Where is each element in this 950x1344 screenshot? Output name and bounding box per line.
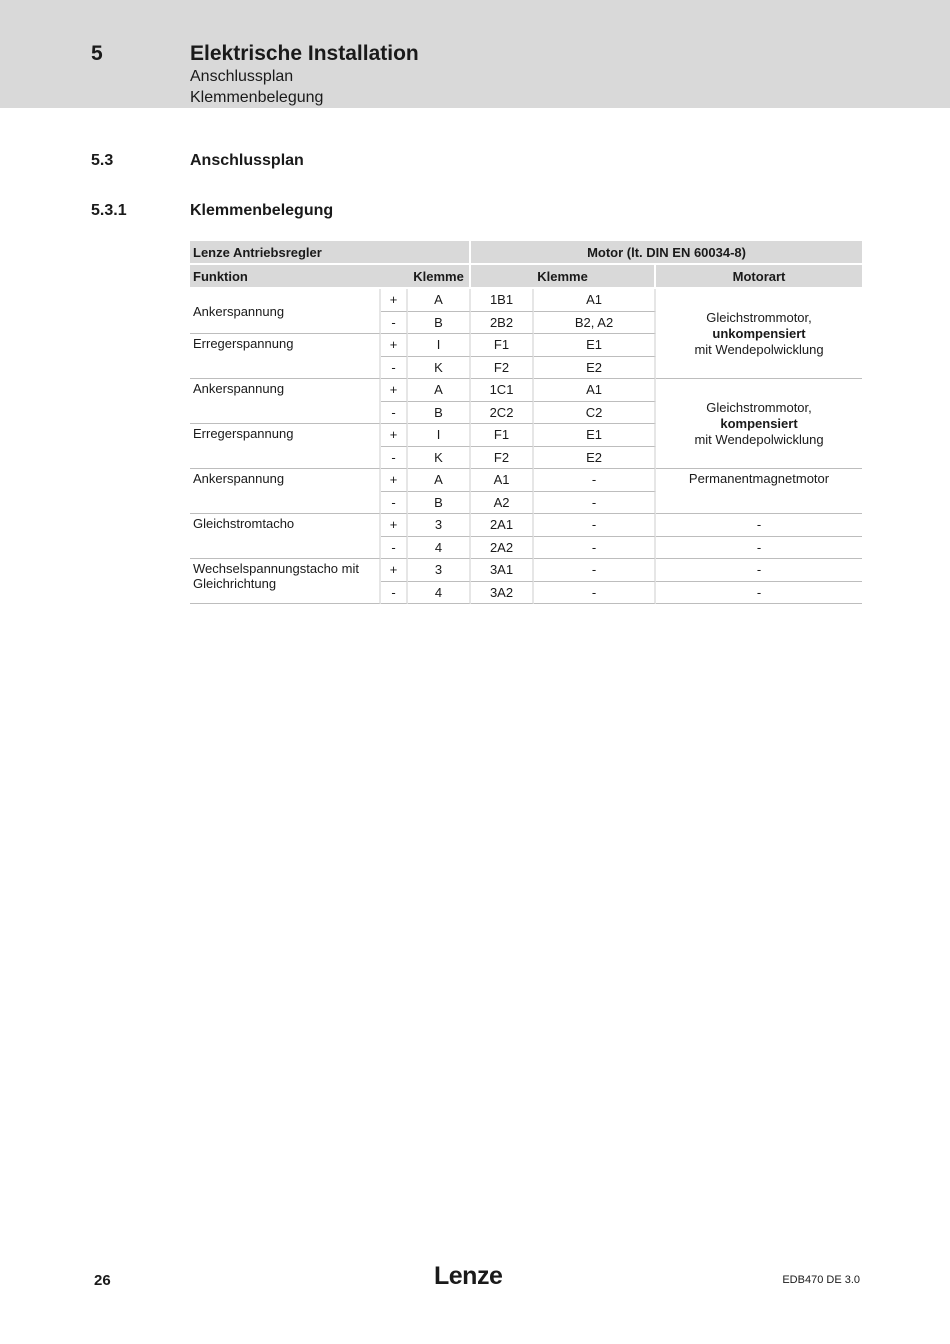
motor-klemme-alt-cell: E2 [534,357,656,380]
terminal-assignment-table [190,241,862,604]
table-row [190,289,862,312]
klemme-cell: 3 [408,514,471,537]
section-number: 5.3 [91,152,114,169]
motorart-cell: - [656,559,862,582]
klemme-cell: A [408,379,471,402]
motor-klemme-cell: 1C1 [471,379,534,402]
klemme-cell: 3 [408,559,471,582]
funktion-cell: Ankerspannung [190,289,381,334]
klemme-cell: K [408,357,471,380]
motor-klemme-alt-cell: E2 [534,447,656,470]
column-header-funktion: Funktion [190,265,408,289]
klemme-cell: K [408,447,471,470]
funktion-cell: Erregerspannung [190,334,381,379]
motorart-cell: - [656,582,862,605]
chapter-number: 5 [91,42,103,65]
motor-klemme-alt-cell: - [534,559,656,582]
sign-cell: + [381,334,408,357]
motor-klemme-alt-cell: - [534,537,656,560]
chapter-title: Elektrische Installation [190,42,419,65]
sign-cell: - [381,492,408,515]
motor-klemme-alt-cell: A1 [534,379,656,402]
motor-klemme-alt-cell: - [534,492,656,515]
table-group-header-row [190,241,862,265]
sign-cell: - [381,312,408,335]
motorart-line-emphasis: unkompensiert [712,325,806,341]
subsection-number: 5.3.1 [91,202,127,219]
motor-klemme-alt-cell: E1 [534,424,656,447]
motor-klemme-cell: F1 [471,334,534,357]
table-row [190,559,862,582]
motor-klemme-cell: 3A2 [471,582,534,605]
header-subtitle-anschlussplan: Anschlussplan [190,68,294,85]
motor-klemme-cell: 2A1 [471,514,534,537]
motorart-line-emphasis: kompensiert [720,415,798,431]
klemme-cell: 4 [408,582,471,605]
sign-cell: + [381,559,408,582]
motor-klemme-cell: F2 [471,447,534,470]
table-row [190,379,862,402]
funktion-cell: Ankerspannung [190,379,381,424]
motor-klemme-alt-cell: E1 [534,334,656,357]
motor-klemme-alt-cell: - [534,469,656,492]
motor-klemme-cell: 1B1 [471,289,534,312]
motorart-unkompensiert-cell [656,289,862,379]
funktion-cell: Gleichstromtacho [190,514,381,559]
sign-cell: - [381,357,408,380]
sign-cell: + [381,289,408,312]
motor-klemme-cell: 2A2 [471,537,534,560]
table-column-header-row [190,265,862,289]
document-id: EDB470 DE 3.0 [782,1274,860,1286]
column-header-klemme-motor: Klemme [471,265,656,289]
sign-cell: - [381,582,408,605]
klemme-cell: B [408,492,471,515]
klemme-cell: A [408,469,471,492]
table-row [190,469,862,492]
sign-cell: + [381,469,408,492]
funktion-cell: Ankerspannung [190,469,381,514]
motor-klemme-alt-cell: C2 [534,402,656,425]
sign-cell: - [381,447,408,470]
motor-klemme-cell: F2 [471,357,534,380]
motorart-cell: - [656,537,862,560]
section-title: Anschlussplan [190,152,304,169]
motorart-permanentmagnet-cell: Permanentmagnetmotor [656,469,862,514]
motor-klemme-cell: 2C2 [471,402,534,425]
funktion-cell: Wechselspannungstacho mit Gleichrichtung [190,559,381,604]
page-number: 26 [94,1272,111,1289]
klemme-cell: 4 [408,537,471,560]
motor-klemme-alt-cell: A1 [534,289,656,312]
motorart-line: mit Wendepolwicklung [694,341,824,357]
motorart-line: mit Wendepolwicklung [694,431,824,447]
motorart-kompensiert-cell [656,379,862,469]
klemme-cell: I [408,334,471,357]
column-header-klemme-regler: Klemme [408,265,471,289]
motor-klemme-cell: F1 [471,424,534,447]
motor-klemme-alt-cell: - [534,582,656,605]
group-header-antriebsregler: Lenze Antriebsregler [190,241,471,265]
klemme-cell: A [408,289,471,312]
klemme-cell: I [408,424,471,447]
motor-klemme-cell: A2 [471,492,534,515]
motorart-line: Gleichstrommotor, [706,399,812,415]
motor-klemme-cell: A1 [471,469,534,492]
header-subtitle-klemmenbelegung: Klemmenbelegung [190,89,324,106]
motor-klemme-cell: 3A1 [471,559,534,582]
motor-klemme-alt-cell: - [534,514,656,537]
chapter-header-band [0,0,950,108]
motorart-line: Gleichstrommotor, [706,309,812,325]
sign-cell: + [381,424,408,447]
funktion-cell: Erregerspannung [190,424,381,469]
sign-cell: + [381,379,408,402]
sign-cell: + [381,514,408,537]
subsection-title: Klemmenbelegung [190,202,334,219]
motorart-cell: - [656,514,862,537]
column-header-motorart: Motorart [656,265,862,289]
sign-cell: - [381,402,408,425]
motor-klemme-cell: 2B2 [471,312,534,335]
klemme-cell: B [408,402,471,425]
klemme-cell: B [408,312,471,335]
motor-klemme-alt-cell: B2, A2 [534,312,656,335]
lenze-logo: Lenze [434,1262,503,1290]
group-header-motor: Motor (lt. DIN EN 60034-8) [471,241,862,265]
sign-cell: - [381,537,408,560]
table-row [190,514,862,537]
